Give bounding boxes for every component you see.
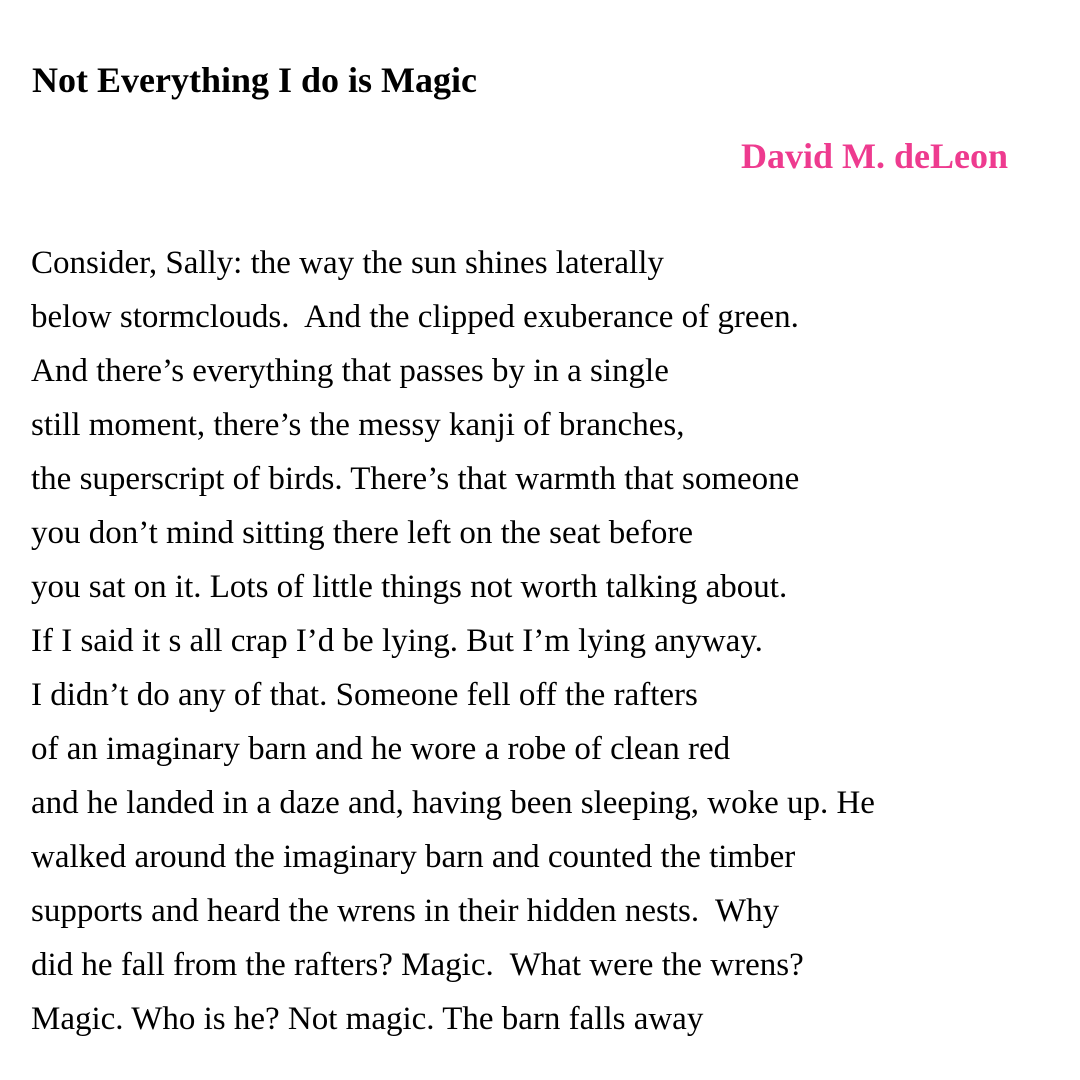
poem-line: of an imaginary barn and he wore a robe of clean red <box>31 731 731 767</box>
poem-line: you don’t mind sitting there left on the seat before <box>31 515 693 551</box>
poem-line: still moment, there’s the messy kanji of branches, <box>31 407 685 443</box>
poem-line: you sat on it. Lots of little things not worth talking about. <box>31 569 788 605</box>
poem-line: And there’s everything that passes by in a single <box>31 353 669 389</box>
poem-line: Magic. Who is he? Not magic. The barn falls away <box>31 1001 704 1037</box>
poem-line: supports and heard the wrens in their hidden nests. Why <box>31 893 780 929</box>
poem-line: I didn’t do any of that. Someone fell off the rafters <box>31 677 698 713</box>
poem-author: David M. deLeon <box>740 136 1008 176</box>
poem-line: did he fall from the rafters? Magic. What were the wrens? <box>31 947 804 983</box>
poem-line: If I said it s all crap I’d be lying. But I’m lying anyway. <box>31 623 763 659</box>
poem-line: and he landed in a daze and, having been sleeping, woke up. He <box>31 785 875 821</box>
poem-body <box>31 236 875 1046</box>
poem-title: Not Everything I do is Magic <box>32 60 477 100</box>
poem-line: walked around the imaginary barn and counted the timber <box>31 839 796 875</box>
poem-line: below stormclouds. And the clipped exuberance of green. <box>31 299 799 335</box>
poem-line: Consider, Sally: the way the sun shines laterally <box>31 245 664 281</box>
poem-line: the superscript of birds. There’s that warmth that someone <box>31 461 800 497</box>
